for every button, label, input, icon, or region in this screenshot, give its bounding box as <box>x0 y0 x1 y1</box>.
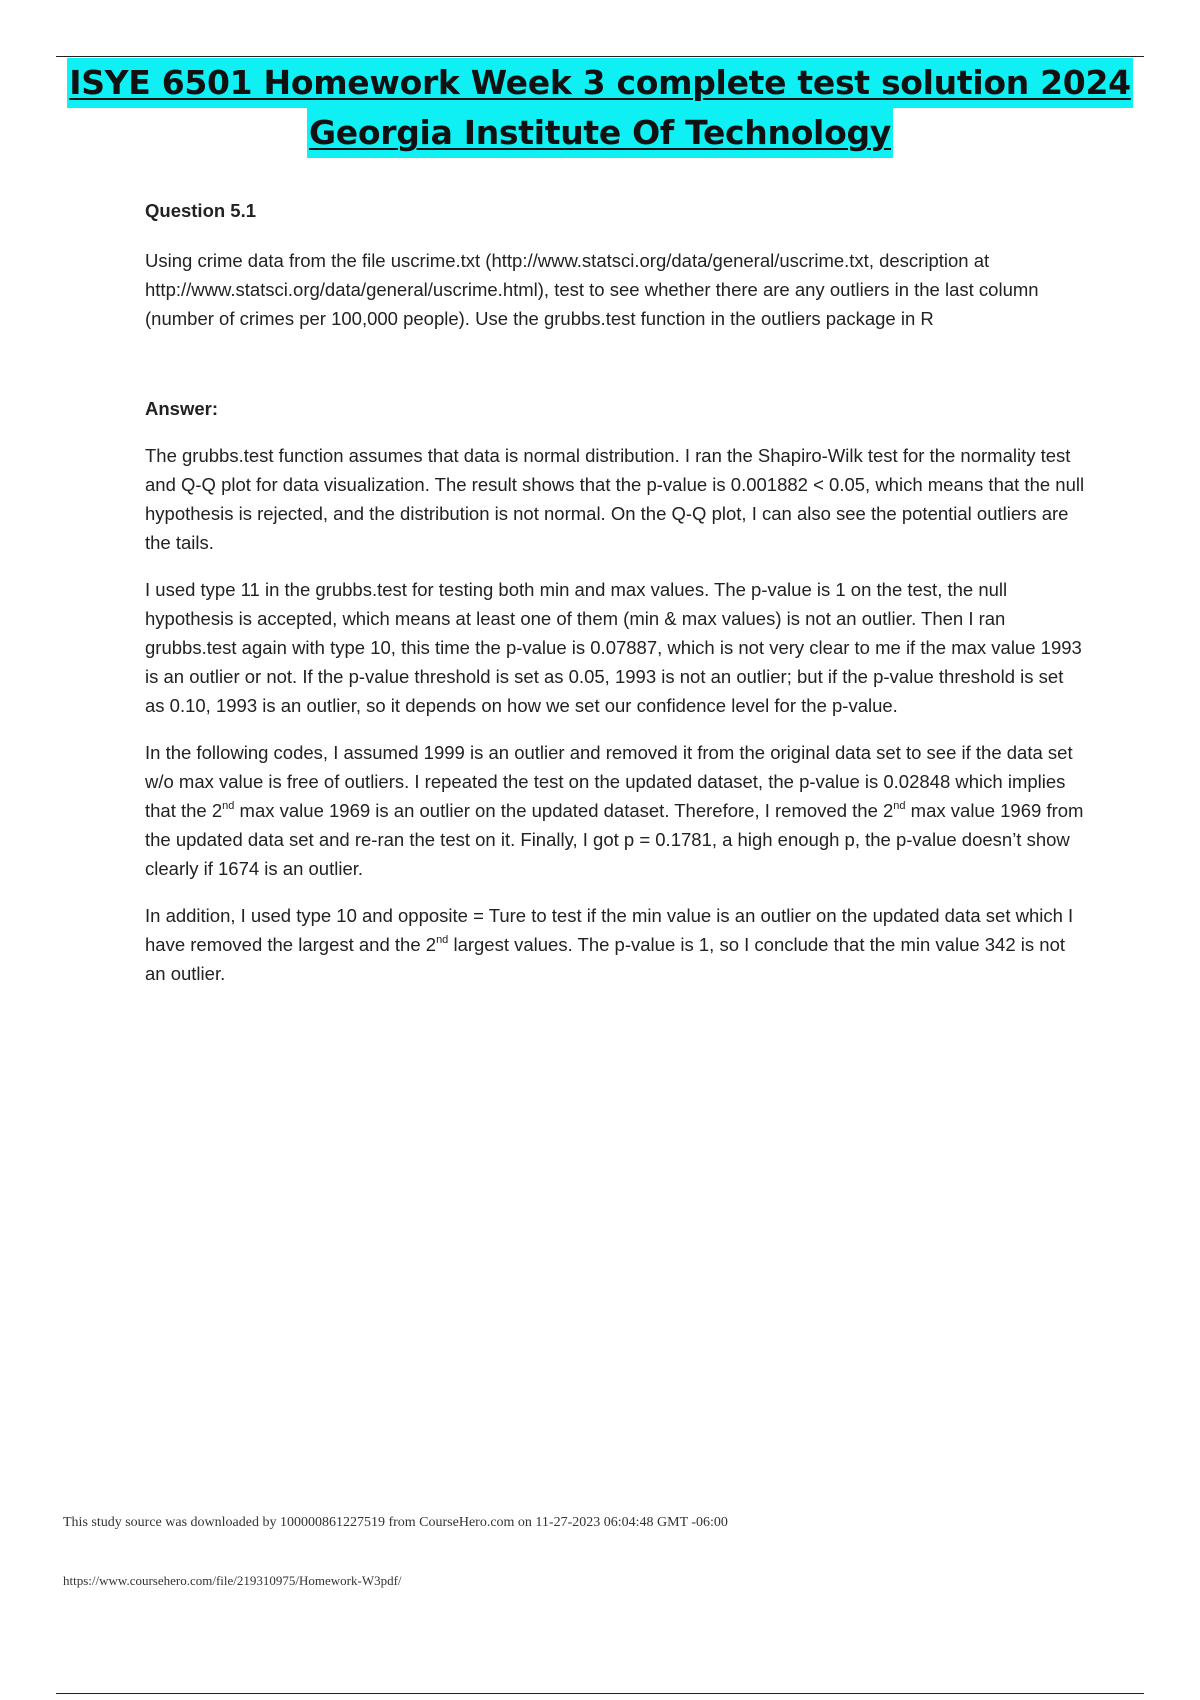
ordinal-suffix: nd <box>893 800 906 812</box>
bottom-rule <box>56 1693 1144 1694</box>
answer-paragraph-4-part-a: In addition, I used type 10 and opposite = Ture to test if the min value is an outlier on the updated data set which I have removed the largest and the 2 <box>145 905 1074 955</box>
source-url[interactable]: https://www.coursehero.com/file/219310975/Homework-W3pdf/ <box>63 1573 402 1588</box>
document-title <box>0 58 1200 158</box>
answer-paragraph-3 <box>145 738 1085 883</box>
question-heading: Question 5.1 <box>145 200 257 221</box>
answer-heading: Answer: <box>145 398 218 419</box>
document-body <box>145 196 1085 988</box>
ordinal-suffix: nd <box>222 800 235 812</box>
title-line-2: Georgia Institute Of Technology <box>307 108 893 158</box>
question-text: Using crime data from the file uscrime.txt (http://www.statsci.org/data/general/uscrime.txt, description at http://www.statsci.org/data/general/uscrime.html), test to see whether there are any outliers in the last column (number of crimes per 100,000 people). Use the grubbs.test function in the outliers package in R <box>145 250 1039 329</box>
answer-paragraph-3-part-c: max value 1969 from the updated data set and re-ran the test on it. Finally, I got p = 0.1781, a high enough p, the p-value doesn’t show clearly if 1674 is an outlier. <box>145 800 1084 879</box>
answer-paragraph-1: The grubbs.test function assumes that data is normal distribution. I ran the Shapiro-Wilk test for the normality test and Q-Q plot for data visualization. The result shows that the p-value is 0.001882 < 0.05, which means that the null hypothesis is rejected, and the distribution is not normal. On the Q-Q plot, I can also see the potential outliers are the tails. <box>145 445 1085 553</box>
title-line-1: ISYE 6501 Homework Week 3 complete test solution 2024 <box>67 58 1133 108</box>
ordinal-suffix: nd <box>436 934 449 946</box>
answer-paragraph-3-part-b: max value 1969 is an outlier on the updated dataset. Therefore, I removed the 2 <box>234 800 894 821</box>
answer-paragraph-2: I used type 11 in the grubbs.test for testing both min and max values. The p-value is 1 on the test, the null hypothesis is accepted, which means at least one of them (min & max values) is not an outlier. Then I ran grubbs.test again with type 10, this time the p-value is 0.07887, which is not very clear to me if the max value 1993 is an outlier or not. If the p-value threshold is set as 0.05, 1993 is not an outlier; but if the p-value threshold is set as 0.10, 1993 is an outlier, so it depends on how we set our confidence level for the p-value. <box>145 579 1082 716</box>
top-rule <box>56 56 1144 57</box>
answer-paragraph-4 <box>145 901 1085 988</box>
download-notice: This study source was downloaded by 100000861227519 from CourseHero.com on 11-27-2023 06:04:48 GMT -06:00 <box>63 1515 728 1530</box>
answer-paragraph-4-part-b: largest values. The p-value is 1, so I conclude that the min value 342 is not an outlier. <box>145 934 1065 984</box>
answer-paragraph-3-part-a: In the following codes, I assumed 1999 is an outlier and removed it from the original data set to see if the data set w/o max value is free of outliers. I repeated the test on the updated dataset, the p-value is 0.02848 which implies that the 2 <box>145 742 1073 821</box>
